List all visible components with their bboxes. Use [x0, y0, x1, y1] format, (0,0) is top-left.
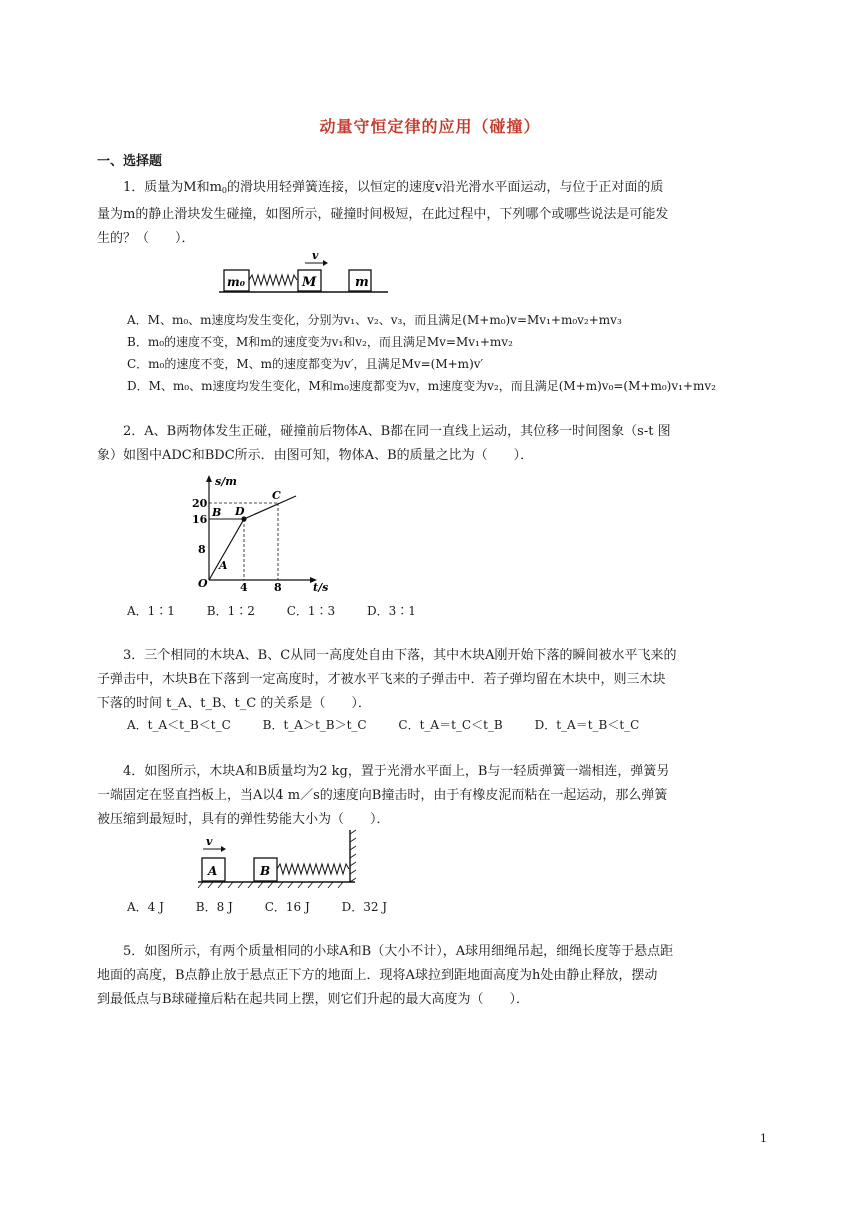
q4-stem-line3: 被压缩到最短时，具有的弹性势能大小为（ ）． [97, 812, 390, 827]
q3-stem-line1: 3．三个相同的木块A、B、C从同一高度处自由下落，其中木块A刚开始下落的瞬间被水平飞来的 [123, 648, 677, 663]
q4-options [127, 898, 415, 915]
q1-option-d: D．M、m₀、m速度均发生变化，M和m₀速度都变为v，m速度变为v₂，而且满足(M+m)v₀=(M+m₀)v₁+mv₂ [127, 379, 716, 393]
q2-option-b: B．1∶2 [206, 604, 255, 618]
q2-ytick-16: 16 [192, 513, 208, 526]
q2-option-c: C．1∶3 [286, 604, 336, 618]
q4-option-b: B．8 J [195, 900, 233, 914]
q1-option-b: B．m₀的速度不变，M和m的速度变为v₁和v₂，而且满足Mv=Mv₁+mv₂ [127, 335, 513, 349]
q5-stem-line3: 到最低点与B球碰撞后粘在起共同上摆，则它们升起的最大高度为（ ）． [97, 992, 530, 1007]
q1-stem-line1: 1．质量为M和$m_0$的滑块用轻弹簧连接，以恒定的速度v沿光滑水平面运动，与位于正对面的质 [123, 180, 664, 195]
q2-stem [97, 420, 769, 468]
q2-option-a: A．1∶1 [127, 604, 175, 618]
q2-xlabel: t/s [313, 581, 329, 592]
q4-fig-a: A [208, 864, 218, 878]
q1-stem-line3: 生的？（ ）． [97, 231, 195, 246]
q2-point-c: C [272, 489, 281, 502]
q2-options [127, 602, 444, 619]
q5-stem [97, 940, 769, 1012]
q4-figure [195, 828, 365, 890]
q1-stem [97, 176, 769, 251]
q4-stem [97, 760, 769, 832]
q4-option-c: C．16 J [264, 900, 310, 914]
q1-option-c: C．m₀的速度不变，M、m的速度都变为v′，且满足Mv=(M+m)v′ [127, 357, 484, 371]
q3-stem [97, 644, 769, 716]
q2-ytick-8: 8 [198, 543, 206, 556]
q1-option-a: A．M、m₀、m速度均发生变化，分别为v₁、v₂、v₃，而且满足(M+m₀)v=Mv₁+m₀v₂+mv₃ [127, 313, 622, 327]
q3-options [127, 716, 667, 733]
q5-stem-line1: 5．如图所示，有两个质量相同的小球A和B（大小不计），A球用细绳吊起，细绳长度等于悬点距 [123, 944, 674, 959]
q4-stem-line2: 一端固定在竖直挡板上，当A以4 m／s的速度向B撞击时，由于有橡皮泥而粘在一起运动，那么弹簧 [97, 788, 668, 803]
q1-figure [215, 248, 390, 296]
q1-stem-line2: 量为m的静止滑块发生碰撞，如图所示，碰撞时间极短，在此过程中，下列哪个或哪些说法是可能发 [97, 207, 669, 222]
q1-fig-v: v [312, 249, 319, 262]
q2-stem-line1: 2．A、B两物体发生正碰，碰撞前后物体A、B都在同一直线上运动，其位移一时间图象（s-t 图 [123, 424, 671, 439]
q4-fig-b: B [260, 864, 271, 878]
q2-ylabel: s/m [215, 475, 237, 488]
q2-stem-line2: 象）如图中ADC和BDC所示．由图可知，物体A、B的质量之比为（ ）． [97, 448, 534, 463]
q2-origin: O [198, 577, 208, 590]
q3-stem-line3: 下落的时间 t_A、t_B、t_C 的关系是（ ）． [97, 696, 371, 711]
q1-fig-m0: m₀ [227, 275, 245, 289]
q2-point-d: D [235, 505, 245, 518]
q2-option-d: D．3∶1 [366, 604, 416, 618]
q2-xtick-4: 4 [240, 581, 248, 592]
q4-fig-v: v [206, 835, 213, 848]
q1-fig-M: M [302, 275, 317, 290]
q1-fig-m: m [355, 275, 369, 290]
q4-stem-line1: 4．如图所示，木块A和B质量均为2 kg，置于光滑水平面上，B与一轻质弹簧一端相连，弹簧另 [123, 764, 670, 779]
page-number: 1 [760, 1132, 767, 1145]
q2-point-a: A [219, 559, 228, 572]
q4-option-d: D．32 J [341, 900, 388, 914]
q3-option-c: C．t_A＝t_C＜t_B [398, 718, 503, 732]
q5-stem-line2: 地面的高度，B点静止放于悬点正下方的地面上．现将A球拉到距地面高度为h处由静止释放，摆动 [97, 968, 658, 983]
q4-option-a: A．4 J [127, 900, 164, 914]
q3-option-b: B．t_A＞t_B＞t_C [262, 718, 367, 732]
q2-xtick-8: 8 [274, 581, 282, 592]
section-heading: 一、选择题 [97, 154, 163, 169]
q2-graph [192, 474, 342, 592]
page-title: 动量守恒定律的应用（碰撞） [319, 117, 541, 136]
q3-stem-line2: 子弹击中，木块B在下落到一定高度时，才被水平飞来的子弹击中．若子弹均留在木块中，则三木块 [97, 672, 666, 687]
q3-option-d: D．t_A＝t_B＜t_C [534, 718, 640, 732]
q2-ytick-20: 20 [192, 497, 208, 510]
q3-option-a: A．t_A＜t_B＜t_C [127, 718, 231, 732]
q2-point-b: B [212, 506, 222, 519]
